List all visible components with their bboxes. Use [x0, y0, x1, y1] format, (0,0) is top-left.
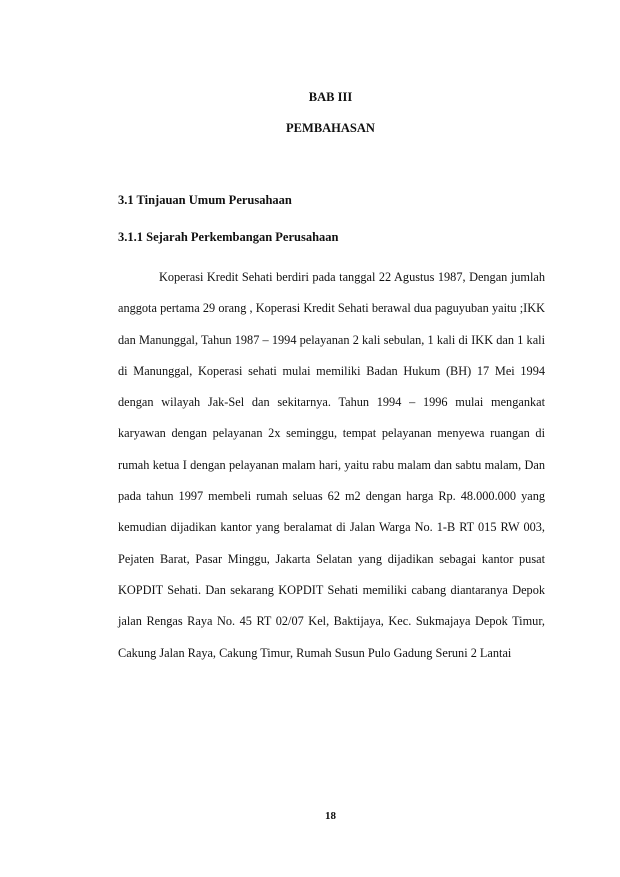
- subsection-heading: 3.1.1 Sejarah Perkembangan Perusahaan: [118, 230, 339, 244]
- section-heading: 3.1 Tinjauan Umum Perusahaan: [118, 193, 292, 207]
- page-number: 18: [325, 810, 336, 822]
- body-paragraph: Koperasi Kredit Sehati berdiri pada tanggal 22 Agustus 1987, Dengan jumlah anggota pertama 29 orang , Koperasi Kredit Sehati berawal dua paguyuban yaitu ;IKK dan Manunggal, Tahun 1987 – 1994 pelayanan 2 kali sebulan, 1 kali di IKK dan 1 kali di Manunggal, Koperasi sehati mulai memiliki Badan Hukum (BH) 17 Mei 1994 dengan wilayah Jak-Sel dan sekitarnya. Tahun 1994 – 1996 mulai mengankat karyawan dengan pelayanan 2x seminggu, tempat pelayanan menyewa ruangan di rumah ketua I dengan pelayanan malam hari, yaitu rabu malam dan sabtu malam, Dan pada tahun 1997 membeli rumah seluas 62 m2 dengan harga Rp. 48.000.000 yang kemudian dijadikan kantor yang beralamat di Jalan Warga No. 1-B RT 015 RW 003, Pejaten Barat, Pasar Minggu, Jakarta Selatan yang dijadikan sebagai kantor pusat KOPDIT Sehati. Dan sekarang KOPDIT Sehati memiliki cabang diantaranya Depok jalan Rengas Raya No. 45 RT 02/07 Kel, Baktijaya, Kec. Sukmajaya Depok Timur, Cakung Jalan Raya, Cakung Timur, Rumah Susun Pulo Gadung Seruni 2 Lantai: [118, 270, 545, 660]
- chapter-number: BAB III: [308, 90, 353, 104]
- chapter-title: PEMBAHASAN: [286, 121, 375, 135]
